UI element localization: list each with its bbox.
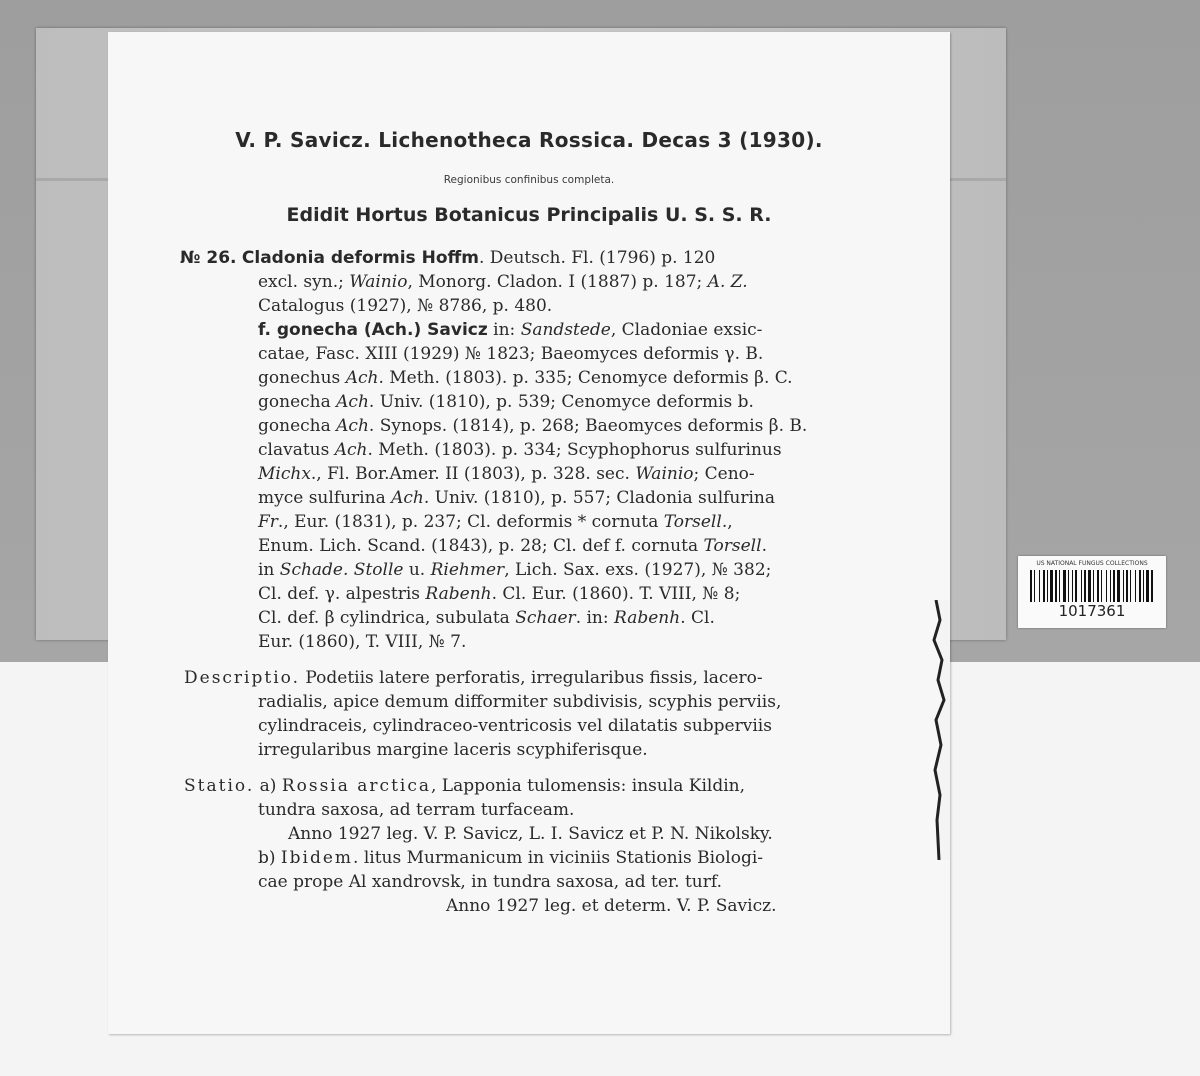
synonymy-text: in xyxy=(258,560,280,580)
synonymy-line xyxy=(258,414,807,438)
barcode-bar xyxy=(1050,570,1053,602)
barcode-bar xyxy=(1072,570,1073,602)
synonymy-author: Rabenh xyxy=(614,608,681,628)
synonymy-text: in: xyxy=(493,320,521,340)
synonymy-text: . Meth. (1803). p. 334; Scyphophorus sulfurinus xyxy=(367,440,782,460)
synonymy-line xyxy=(258,438,782,462)
synonymy-line xyxy=(258,630,466,654)
synonymy-text: . Univ. (1810), p. 539; Cenomyce deformis b. xyxy=(368,392,754,412)
barcode-bar xyxy=(1093,570,1094,602)
synonymy-text: ., Eur. (1831), p. 237; Cl. deformis * cornuta xyxy=(277,512,664,532)
synonymy-author: Ach xyxy=(345,368,379,388)
barcode-icon xyxy=(1030,570,1154,602)
synonymy-text: Enum. Lich. Scand. (1843), p. 28; Cl. def f. cornuta xyxy=(258,536,704,556)
synonymy-line xyxy=(258,582,740,606)
synonymy-author: Schade. Stolle xyxy=(279,560,404,580)
descriptio-line-2: radialis, apice demum difformiter subdivisis, scyphis perviis, xyxy=(258,692,782,712)
descriptio-text: Podetiis latere perforatis, irregularibus fissis, lacero- xyxy=(305,668,763,688)
synonymy-line xyxy=(258,606,715,630)
statio-a-locality: , Lapponia tulomensis: insula Kildin, xyxy=(431,776,746,796)
synonymy-line xyxy=(258,462,755,486)
synonymy-author: Ach xyxy=(391,488,424,508)
barcode-bar xyxy=(1139,570,1141,602)
synonymy-line xyxy=(258,534,767,558)
synonymy-text: u. xyxy=(403,560,431,580)
synonymy-text: . xyxy=(761,536,767,556)
barcode-bar xyxy=(1068,570,1069,602)
barcode-number: 1017361 xyxy=(1058,602,1126,620)
entry-line-2 xyxy=(258,270,748,294)
statio-a-collector: Anno 1927 leg. V. P. Savicz, L. I. Savicz et P. N. Nikolsky. xyxy=(288,824,773,844)
label-publisher: Edidit Hortus Botanicus Principalis U. S. S. R. xyxy=(286,204,772,226)
statio-b-label: b) xyxy=(258,848,276,868)
barcode-bar xyxy=(1075,570,1077,602)
barcode-bar xyxy=(1126,570,1128,602)
synonymy-text: , Cladoniae exsic- xyxy=(610,320,763,340)
synonymy-author: Fr xyxy=(258,512,278,532)
statio-b-locality: . litus Murmanicum in viciniis Stationis Biologi- xyxy=(353,848,764,868)
statio-a-region: Rossia arctica xyxy=(281,776,431,796)
synonymy-text: Cl. def. β cylindrica, subulata xyxy=(258,608,516,628)
barcode-bar xyxy=(1123,570,1124,602)
entry-line-1 xyxy=(180,246,715,270)
barcode-bar xyxy=(1034,570,1035,602)
synonymy-text: Cl. def. γ. alpestris xyxy=(258,584,426,604)
statio-heading: Statio. xyxy=(184,776,255,796)
synonymy-text: ; Ceno- xyxy=(693,464,755,484)
entry-form: f. gonecha (Ach.) Savicz xyxy=(258,320,488,340)
statio-line-2: tundra saxosa, ad terram turfaceam. xyxy=(258,800,575,820)
synonymy-text: myce sulfurina xyxy=(258,488,392,508)
barcode-bar xyxy=(1117,570,1120,602)
barcode-bar xyxy=(1130,570,1131,602)
synonymy-line xyxy=(258,486,775,510)
statio-line-b2: cae prope Al xandrovsk, in tundra saxosa, ad ter. turf. xyxy=(258,872,722,892)
barcode-bar xyxy=(1088,570,1091,602)
synonymy-author: Torsell xyxy=(663,512,722,532)
barcode-bar xyxy=(1063,570,1066,602)
synonymy-author: Torsell xyxy=(703,536,762,556)
label-subtitle: Regionibus confinibus completa. xyxy=(443,174,615,186)
synonymy-line xyxy=(258,510,733,534)
statio-line-1 xyxy=(184,774,745,798)
synonymy-text: . in: xyxy=(575,608,615,628)
entry-citation: . Deutsch. Fl. (1796) p. 120 xyxy=(478,248,716,268)
synonymy-author: Sandstede xyxy=(520,320,611,340)
barcode-bar xyxy=(1059,570,1060,602)
barcode-bar xyxy=(1135,570,1136,602)
synonymy-text: catae, Fasc. XIII (1929) № 1823; Baeomyces deformis γ. B. xyxy=(258,344,764,364)
specimen-label xyxy=(108,32,950,1034)
barcode-bar xyxy=(1084,570,1086,602)
synonymy-author: Riehmer xyxy=(430,560,505,580)
synonymy-line xyxy=(258,342,763,366)
synonymy-text: gonecha xyxy=(258,416,337,436)
entry-line-2-part: excl. syn.; xyxy=(258,272,350,292)
descriptio-line-1 xyxy=(184,666,763,690)
synonymy-author: Michx xyxy=(258,464,311,484)
synonymy-author: Rabenh xyxy=(425,584,492,604)
synonymy-text: gonechus xyxy=(258,368,346,388)
barcode-bar xyxy=(1047,570,1048,602)
barcode-bar xyxy=(1146,570,1149,602)
barcode-bar xyxy=(1055,570,1057,602)
synonymy-line xyxy=(258,558,771,582)
synonymy-text: . Synops. (1814), p. 268; Baeomyces deformis β. B. xyxy=(368,416,808,436)
synonymy-text: . Univ. (1810), p. 557; Cladonia sulfurina xyxy=(423,488,776,508)
entry-taxon: Cladonia deformis Hoffm xyxy=(241,248,479,268)
barcode-institution: US NATIONAL FUNGUS COLLECTIONS xyxy=(1036,560,1148,567)
entry-number: № 26. xyxy=(180,248,237,268)
synonymy-text: clavatus xyxy=(258,440,335,460)
barcode-bar xyxy=(1143,570,1144,602)
synonymy-text: . Cl. Eur. (1860). T. VIII, № 8; xyxy=(491,584,741,604)
label-text-block xyxy=(108,32,950,1034)
synonymy-author: Ach xyxy=(336,392,369,412)
entry-line-3: Catalogus (1927), № 8786, p. 480. xyxy=(258,296,553,316)
statio-b-region: Ibidem xyxy=(280,848,354,868)
barcode-bar xyxy=(1151,570,1153,602)
barcode-bar xyxy=(1097,570,1099,602)
barcode-bar xyxy=(1030,570,1032,602)
synonymy-author: Schaer xyxy=(515,608,576,628)
synonymy-line xyxy=(258,390,754,414)
descriptio-heading: Descriptio. xyxy=(184,668,300,688)
statio-line-b xyxy=(258,846,763,870)
statio-a-label: a) xyxy=(259,776,277,796)
synonymy-text: ., xyxy=(721,512,733,532)
entry-line-2-part: , Monorg. Cladon. I (1887) p. 187; xyxy=(407,272,708,292)
synonymy-text: gonecha xyxy=(258,392,337,412)
barcode-bar xyxy=(1113,570,1115,602)
synonymy-author: Wainio xyxy=(635,464,694,484)
synonymy-text: , Lich. Sax. exs. (1927), № 382; xyxy=(504,560,772,580)
barcode-bar xyxy=(1081,570,1082,602)
torn-edge-mark xyxy=(926,600,950,860)
entry-author-wainio: Wainio xyxy=(349,272,408,292)
entry-author-az: A. Z. xyxy=(707,272,748,292)
label-title: V. P. Savicz. Lichenotheca Rossica. Decas 3 (1930). xyxy=(235,128,823,152)
barcode-bar xyxy=(1043,570,1045,602)
entry-form-line xyxy=(258,318,762,342)
synonymy-text: . Cl. xyxy=(680,608,715,628)
descriptio-line-3: cylindraceis, cylindraceo-ventricosis vel dilatatis subperviis xyxy=(258,716,772,736)
synonymy-text: . Meth. (1803). p. 335; Cenomyce deformis β. C. xyxy=(378,368,793,388)
synonymy-author: Ach xyxy=(334,440,368,460)
synonymy-text: ., Fl. Bor.Amer. II (1803), p. 328. sec. xyxy=(310,464,636,484)
statio-b-collector: Anno 1927 leg. et determ. V. P. Savicz. xyxy=(446,896,777,916)
synonymy-line xyxy=(258,366,793,390)
synonymy-author: Ach xyxy=(336,416,369,436)
barcode-bar xyxy=(1106,570,1107,602)
barcode-bar xyxy=(1101,570,1102,602)
synonymy-text: Eur. (1860), T. VIII, № 7. xyxy=(258,632,467,652)
synonymy-line-first xyxy=(493,320,762,340)
descriptio-line-4: irregularibus margine laceris scyphiferisque. xyxy=(258,740,648,760)
barcode-bar xyxy=(1039,570,1040,602)
barcode-label xyxy=(1018,556,1166,628)
barcode-bar xyxy=(1110,570,1111,602)
